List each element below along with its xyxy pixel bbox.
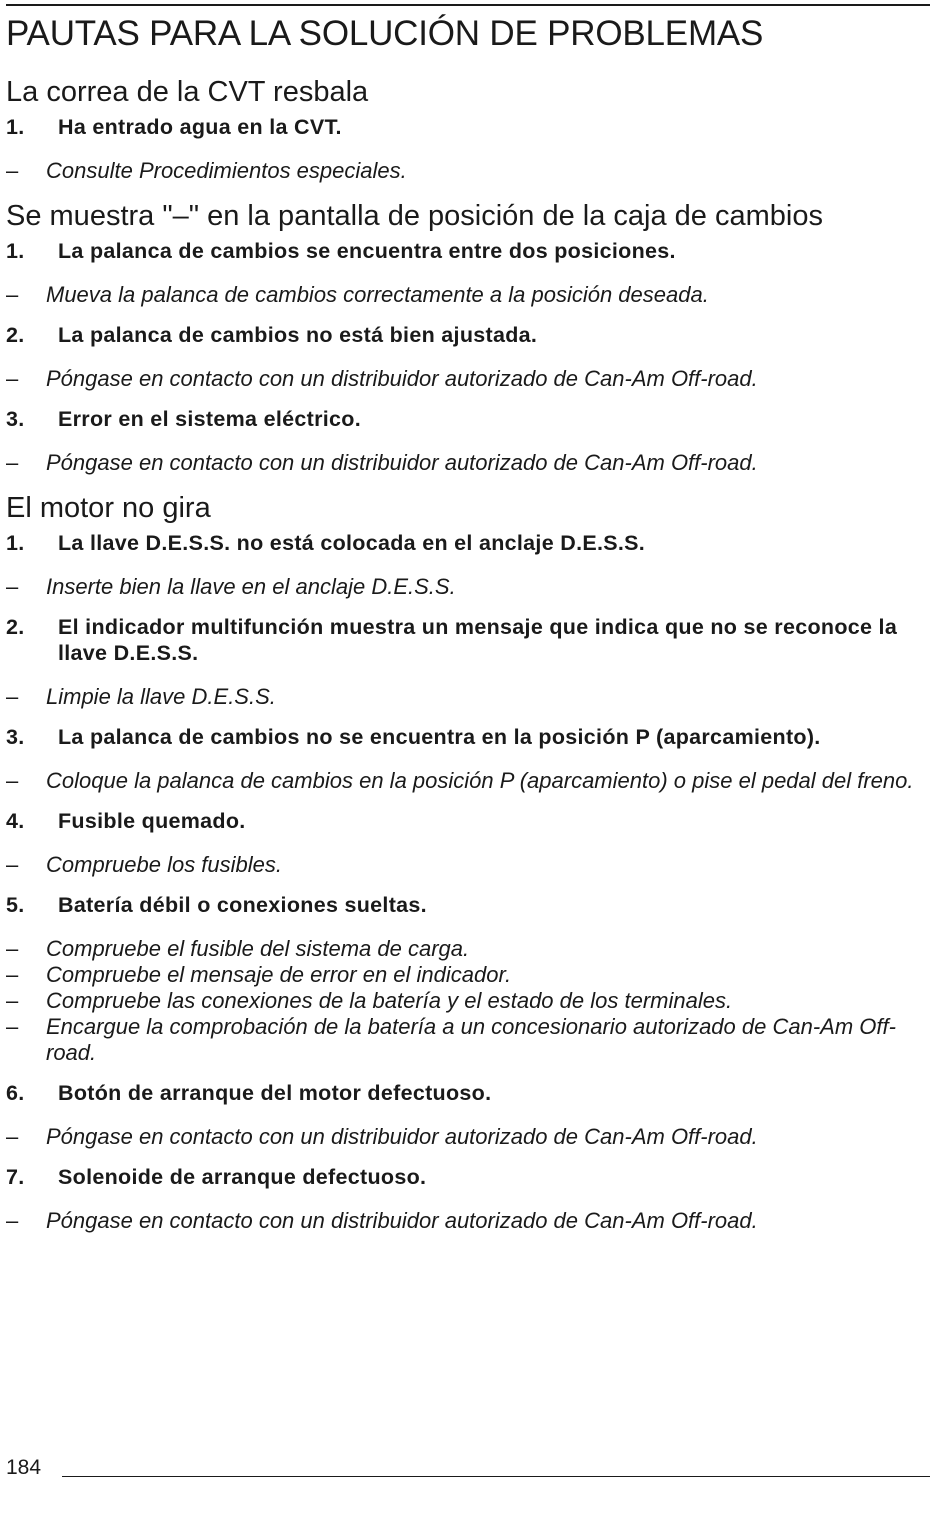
remedy-text: Consulte Procedimientos especiales. <box>46 158 407 183</box>
cause <box>6 114 926 140</box>
dash-bullet: – <box>6 988 19 1013</box>
problem-item <box>6 724 926 794</box>
remedy <box>6 768 926 794</box>
problem-item <box>6 892 926 1066</box>
problem-item <box>6 114 926 184</box>
cause <box>6 724 926 750</box>
dash-bullet: – <box>6 1124 19 1149</box>
remedy <box>6 158 926 184</box>
troubleshooting-section <box>6 76 926 184</box>
remedy <box>6 574 926 600</box>
problem-item <box>6 614 926 710</box>
remedy-list <box>6 574 926 600</box>
remedy <box>6 684 926 710</box>
problem-item <box>6 238 926 308</box>
remedy <box>6 366 926 392</box>
cause-number: 3. <box>6 407 25 431</box>
cause-text: La palanca de cambios no se encuentra en la posición P (aparcamiento). <box>58 725 821 749</box>
top-rule <box>6 4 930 6</box>
cause <box>6 322 926 348</box>
remedy-text: Póngase en contacto con un distribuidor autorizado de Can-Am Off-road. <box>46 366 758 391</box>
troubleshooting-section <box>6 492 926 1234</box>
cause-text: El indicador multifunción muestra un mensaje que indica que no se reconoce la llave D.E.S.S. <box>58 615 898 665</box>
dash-bullet: – <box>6 450 19 475</box>
remedy-list <box>6 1208 926 1234</box>
remedy-text: Encargue la comprobación de la batería a un concesionario autorizado de Can-Am Off-road. <box>46 1014 896 1065</box>
remedy <box>6 282 926 308</box>
cause-number: 1. <box>6 239 25 263</box>
remedy-text: Compruebe los fusibles. <box>46 852 283 877</box>
cause <box>6 892 926 918</box>
cause-number: 6. <box>6 1081 25 1105</box>
problem-item <box>6 1164 926 1234</box>
remedy-list <box>6 684 926 710</box>
cause <box>6 530 926 556</box>
cause-text: Error en el sistema eléctrico. <box>58 407 361 431</box>
cause-number: 1. <box>6 115 25 139</box>
remedy-list <box>6 366 926 392</box>
remedy-list <box>6 282 926 308</box>
cause <box>6 808 926 834</box>
dash-bullet: – <box>6 1208 19 1233</box>
remedy <box>6 852 926 878</box>
dash-bullet: – <box>6 158 19 183</box>
dash-bullet: – <box>6 366 19 391</box>
remedy <box>6 962 926 988</box>
remedy <box>6 1014 926 1066</box>
dash-bullet: – <box>6 936 19 961</box>
dash-bullet: – <box>6 282 19 307</box>
remedy-list <box>6 158 926 184</box>
problem-item <box>6 1080 926 1150</box>
dash-bullet: – <box>6 1014 19 1039</box>
cause <box>6 238 926 264</box>
cause-number: 2. <box>6 615 25 639</box>
cause-text: La palanca de cambios se encuentra entre dos posiciones. <box>58 239 676 263</box>
problem-item <box>6 322 926 392</box>
remedy-text: Compruebe las conexiones de la batería y el estado de los terminales. <box>46 988 733 1013</box>
cause <box>6 1164 926 1190</box>
troubleshooting-section <box>6 200 926 476</box>
remedy <box>6 1124 926 1150</box>
dash-bullet: – <box>6 852 19 877</box>
remedy-text: Compruebe el mensaje de error en el indicador. <box>46 962 512 987</box>
page-number: 184 <box>6 1456 42 1479</box>
remedy-list <box>6 852 926 878</box>
remedy-text: Inserte bien la llave en el anclaje D.E.S.S. <box>46 574 456 599</box>
problem-item <box>6 530 926 600</box>
remedy <box>6 988 926 1014</box>
remedy <box>6 1208 926 1234</box>
cause-text: La palanca de cambios no está bien ajustada. <box>58 323 538 347</box>
cause-text: Solenoide de arranque defectuoso. <box>58 1165 427 1189</box>
dash-bullet: – <box>6 684 19 709</box>
remedy-text: Compruebe el fusible del sistema de carga. <box>46 936 470 961</box>
cause-text: Fusible quemado. <box>58 809 246 833</box>
cause-text: Ha entrado agua en la CVT. <box>58 115 342 139</box>
remedy-list <box>6 1124 926 1150</box>
cause-number: 3. <box>6 725 25 749</box>
section-title: El motor no gira <box>6 492 211 524</box>
section-title: Se muestra "–" en la pantalla de posición de la caja de cambios <box>6 200 823 232</box>
cause-text: La llave D.E.S.S. no está colocada en el anclaje D.E.S.S. <box>58 531 646 555</box>
problem-item <box>6 808 926 878</box>
page-title: PAUTAS PARA LA SOLUCIÓN DE PROBLEMAS <box>6 14 764 53</box>
cause-text: Botón de arranque del motor defectuoso. <box>58 1081 492 1105</box>
problem-item <box>6 406 926 476</box>
remedy <box>6 936 926 962</box>
remedy-text: Póngase en contacto con un distribuidor autorizado de Can-Am Off-road. <box>46 1208 758 1233</box>
cause-number: 4. <box>6 809 25 833</box>
troubleshooting-content <box>6 76 926 1234</box>
cause-number: 2. <box>6 323 25 347</box>
cause <box>6 406 926 432</box>
remedy-list <box>6 768 926 794</box>
remedy-text: Mueva la palanca de cambios correctamente a la posición deseada. <box>46 282 709 307</box>
cause-number: 1. <box>6 531 25 555</box>
remedy-text: Limpie la llave D.E.S.S. <box>46 684 276 709</box>
remedy-list <box>6 936 926 1066</box>
remedy-text: Póngase en contacto con un distribuidor autorizado de Can-Am Off-road. <box>46 450 758 475</box>
remedy-text: Póngase en contacto con un distribuidor autorizado de Can-Am Off-road. <box>46 1124 758 1149</box>
cause-number: 7. <box>6 1165 25 1189</box>
remedy-text: Coloque la palanca de cambios en la posición P (aparcamiento) o pise el pedal del freno. <box>46 768 914 793</box>
remedy <box>6 450 926 476</box>
cause-text: Batería débil o conexiones sueltas. <box>58 893 427 917</box>
dash-bullet: – <box>6 768 19 793</box>
remedy-list <box>6 450 926 476</box>
cause <box>6 1080 926 1106</box>
footer-rule <box>62 1476 930 1477</box>
dash-bullet: – <box>6 574 19 599</box>
section-title: La correa de la CVT resbala <box>6 76 369 108</box>
cause-number: 5. <box>6 893 25 917</box>
dash-bullet: – <box>6 962 19 987</box>
cause <box>6 614 926 666</box>
